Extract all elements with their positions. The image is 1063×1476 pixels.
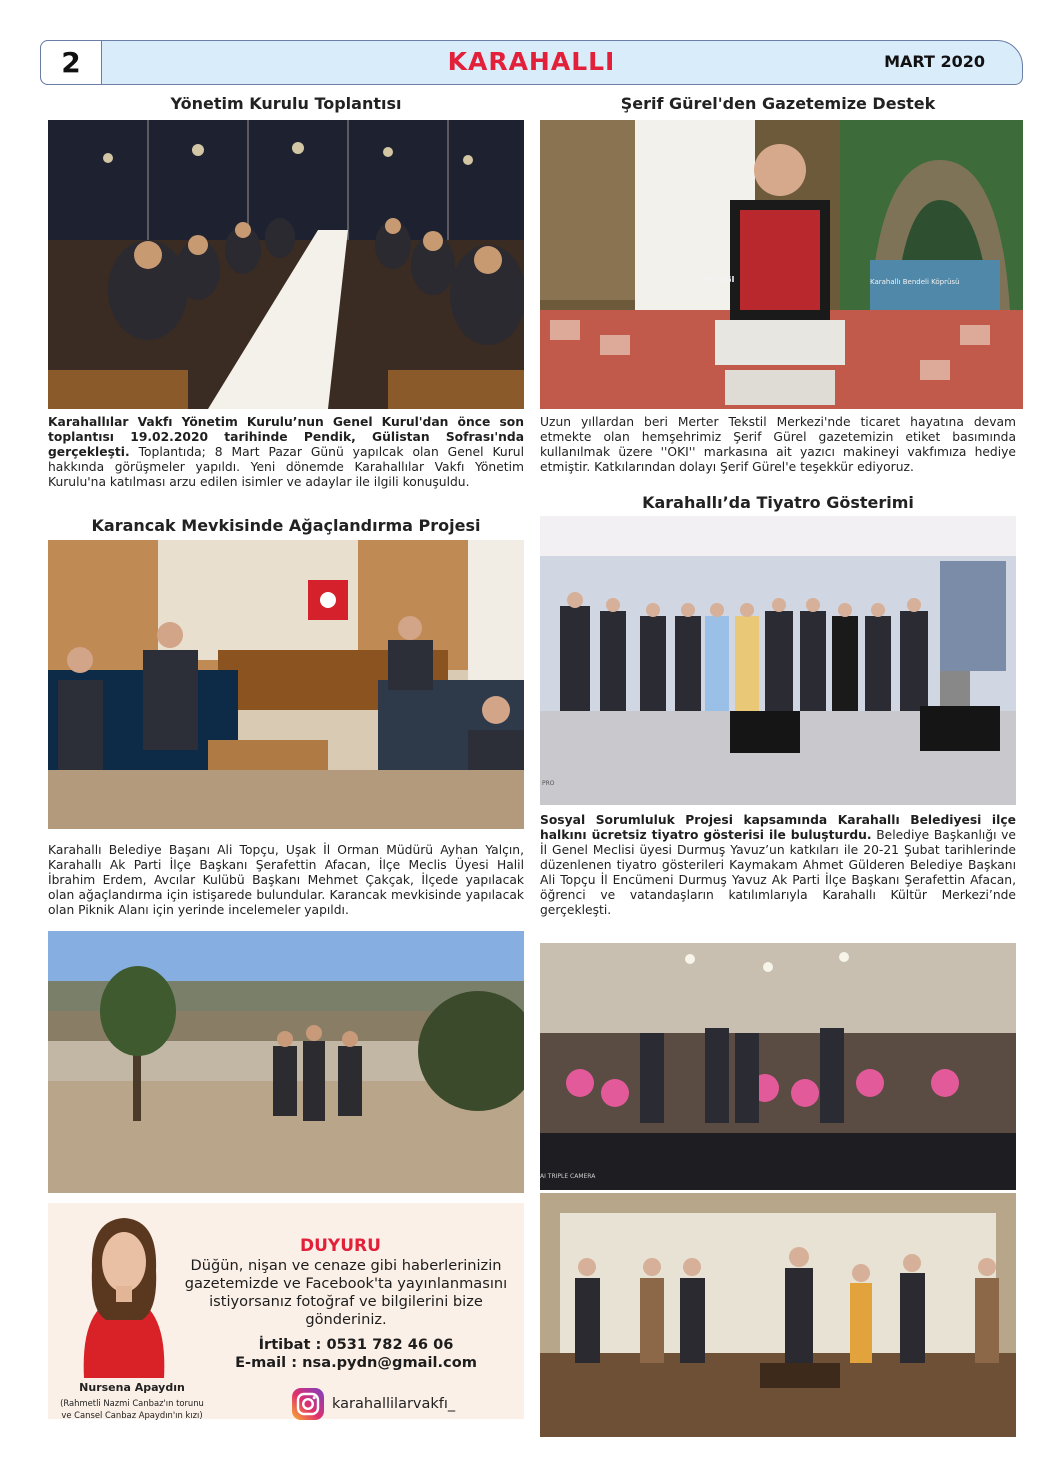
photo-karancak-site — [48, 931, 524, 1193]
instagram-handle[interactable]: karahallilarvakfı_ — [332, 1396, 456, 1412]
photo-theatre-stage — [540, 516, 1016, 805]
theatre-lead: Sosyal Sorumluluk Projesi kapsamında Karahallı Belediyesi ilçe halkını ücretsiz tiyatro gösterisi ile buluşturdu. — [540, 813, 1016, 842]
announcement-title: DUYURU — [300, 1236, 381, 1256]
photo-support — [540, 120, 1023, 409]
person-name: Nursena Apaydın — [79, 1381, 185, 1394]
photo-theatre-cast — [540, 1193, 1016, 1437]
announcement-line-2: gazetemizde ve Facebook'ta yayınlanmasını — [184, 1275, 508, 1292]
page-number: 2 — [40, 40, 102, 85]
photo-watermark-2: AI TRIPLE CAMERA — [540, 1173, 596, 1180]
photo-office-meeting — [48, 540, 524, 829]
photo-banner-text: AYISIĞI — [702, 275, 735, 284]
person-note-line-2: ve Cansel Canbaz Apaydın'ın kızı) — [61, 1410, 203, 1420]
photo-banner-caption: Karahallı Bendeli Köprüsü — [870, 278, 960, 286]
article-board-meeting — [48, 415, 524, 490]
announcement-line-4: gönderiniz. — [305, 1311, 387, 1328]
photo-board-meeting — [48, 120, 524, 409]
announcement-body — [176, 1257, 516, 1329]
article-theatre — [540, 813, 1016, 918]
article-title-board-meeting: Yönetim Kurulu Toplantısı — [170, 94, 402, 113]
portrait-photo — [62, 1210, 186, 1378]
announcement-contact — [176, 1336, 536, 1372]
article-title-afforestation: Karancak Mevkisinde Ağaçlandırma Projesi — [91, 516, 481, 535]
article-title-support: Şerif Gürel'den Gazetemize Destek — [620, 94, 936, 113]
article-support: Uzun yıllardan beri Merter Tekstil Merkezi'nde ticaret hayatına devam etmekte olan hemşehrimiz Şerif Gürel gazetemizin etiket basımında kullanılmak üzere ''OKI'' markasına ait yazıcı makineyi vakfımıza hediye etmiştir. Katkılarından dolayı Şerif Gürel'e teşekkür ediyoruz. — [540, 415, 1016, 474]
person-note-line-1: (Rahmetli Nazmi Canbaz'ın torunu — [60, 1398, 204, 1408]
masthead-title: KARAHALLI — [447, 47, 616, 76]
theatre-body: Belediye Başkanlığı ve İl Genel Meclisi üyesi Durmuş Yavuz’un katkıları ile 20-21 Şubat tarihlerinde düzenlenen tiyatro gösterileri Kaymakam Ahmet Gülderen Belediye Başkanı Ali Topçu İl Encümeni Durmuş Yavuz Ak Parti İlçe Başkanı Şerafettin Afacan, öğrenci ve vatandaşların katılımlarıyla Karahallı Kültür Merkezi’nde gerçekleşti. — [540, 828, 1016, 917]
board-meeting-lead: Karahallılar Vakfı Yönetim Kurulu’nun Genel Kurul'dan önce son toplantısı 19.02.2020 tarihinde Pendik, Gülistan Sofrası'nda gerçekleşti. — [48, 415, 524, 459]
contact-email: E-mail : nsa.pydn@gmail.com — [235, 1354, 477, 1371]
announcement-line-3: istiyorsanız fotoğraf ve bilgilerini bize — [209, 1293, 483, 1310]
photo-theatre-audience — [540, 943, 1016, 1190]
issue-date: MART 2020 — [884, 52, 985, 71]
photo-watermark-1: PRO — [542, 780, 555, 787]
board-meeting-body: Toplantıda; 8 Mart Pazar Günü yapılcak olan Genel Kurul hakkında görüşmeler yapıldı. Yeni dönemde Karahallılar Vakfı Yönetim Kurulu'na katılması arzu edilen isimler ve adaylar ile ilgili konuşuldu. — [48, 445, 524, 489]
article-afforestation: Karahallı Belediye Başanı Ali Topçu, Uşak İl Orman Müdürü Ayhan Yalçın, Karahallı Ak Parti İlçe Başkanı Şerafettin Afacan, İlçe Meclis Üyesi Halil İbrahim Erdem, Avcılar Kulübü Başkanı Mehmet Çakçak, İlçede yapılacak olan ağaçlandırma için istişarede bulundular. Karancak mevkisinde yapılacak olan Piknik Alanı için yerinde incelemeler yapıldı. — [48, 843, 524, 917]
person-note — [48, 1397, 216, 1421]
article-title-theatre: Karahallı’da Tiyatro Gösterimi — [642, 493, 914, 512]
instagram-icon[interactable] — [290, 1386, 326, 1422]
announcement-line-1: Düğün, nişan ve cenaze gibi haberlerinizin — [190, 1257, 502, 1274]
contact-phone: İrtibat : 0531 782 46 06 — [258, 1336, 454, 1353]
